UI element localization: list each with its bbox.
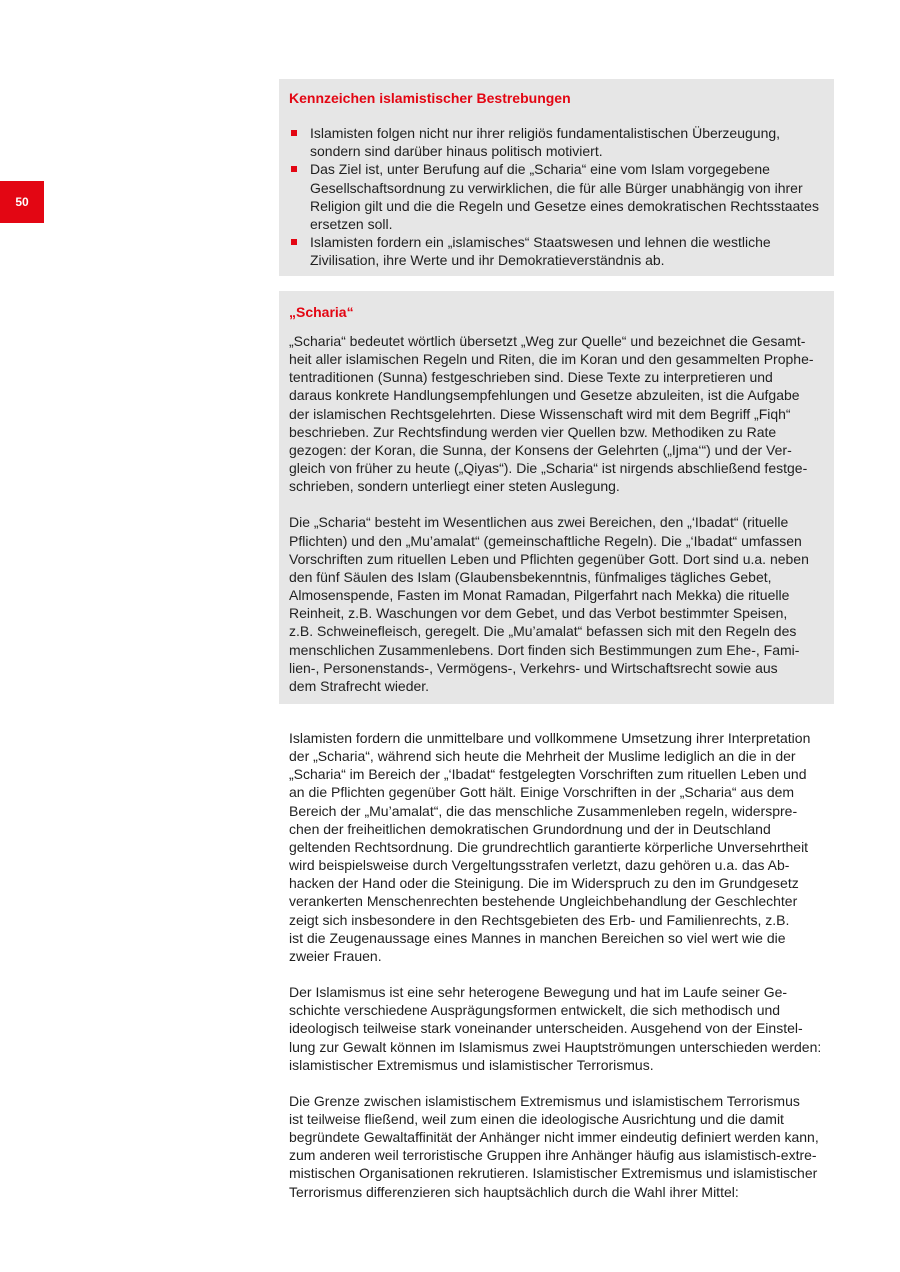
bullet-square-icon [291,239,297,245]
page-number: 50 [15,195,29,209]
box-title: „Scharia“ [289,304,354,320]
bullet-list [289,124,830,270]
paragraph: Die „Scharia“ besteht im Wesentlichen aus zwei Bereichen, den „‘Ibadat“ (rituelle Pflichten) und den „Mu’amalat“ (gemeinschaftliche Regeln). Die „‘Ibadat“ umfassen Vorschriften zum rituellen Leben und Pflichten gegenüber Gott. Dort sind u.a. neben den fünf Säulen des Islam (Glaubensbekenntnis, fünfmaliges tägliches Gebet, Almosenspende, Fasten im Monat Ramadan, Pilgerfahrt nach Mekka) die rituelle Reinheit, z.B. Waschungen vor dem Gebet, und das Verbot bestimmter Speisen, z.B. Schweinefleisch, geregelt. Die „Mu’amalat“ befassen sich mit den Regeln des menschlichen Zusammenlebens. Dort finden sich Bestimmungen zum Ehe-, Fami- lien-, Personenstands-, Vermögens-, Verkehrs- und Wirtschaftsrecht sowie aus dem Strafrecht wieder. [289,514,809,694]
bullet-item: Islamisten folgen nicht nur ihrer religiös fundamentalistischen Überzeugung, sondern sind darüber hinaus politisch motiviert. [289,124,830,160]
box-title: Kennzeichen islamistischer Bestrebungen [289,90,571,106]
sharia-box [279,291,834,704]
bullet-item: Das Ziel ist, unter Berufung auf die „Scharia“ eine vom Islam vorgegebene Gesellschaftsordnung zu verwirklichen, die für alle Bürger unabhängig von ihrer Religion gilt und die die Regeln und Gesetze eines demokratischen Rechtsstaates ersetzen soll. [289,160,830,233]
main-body-text [289,729,837,1201]
page-number-tab [0,181,44,223]
paragraph: Die Grenze zwischen islamistischem Extremismus und islamistischem Terrorismus ist teilweise fließend, weil zum einen die ideologische Ausrichtung und die damit begründete Gewaltaffinität der Anhänger nicht immer eindeutig definiert werden kann, zum anderen weil terroristische Gruppen ihre Anhänger häufig aus islamistisch-extre- mistischen Organisationen rekrutieren. Islamistischer Extremismus und islamistischer Terrorismus differenzieren sich hauptsächlich durch die Wahl ihrer Mittel: [289,1092,819,1200]
paragraph: Islamisten fordern die unmittelbare und vollkommene Umsetzung ihrer Interpretation der „Scharia“, während sich heute die Mehrheit der Muslime lediglich an die in der „Scharia“ im Bereich der „‘Ibadat“ festgelegten Vorschriften zum rituellen Leben und an die Pflichten gegenüber Gott hält. Einige Vorschriften in der „Scharia“ aus dem Bereich der „Mu’amalat“, die das menschliche Zusammenleben regeln, widerspre- chen der freiheitlichen demokratischen Grundordnung und der in Deutschland geltenden Rechtsordnung. Die grundrechtlich garantierte körperliche Unversehrtheit wird beispielsweise durch Vergeltungsstrafen verletzt, dazu gehören u.a. das Ab- hacken der Hand oder die Steinigung. Die im Widerspruch zu den im Grundgesetz verankerten Menschenrechten bestehende Ungleichbehandlung der Geschlechter zeigt sich insbesondere in den Rechtsgebieten des Erb- und Familienrechts, z.B. ist die Zeugenaussage eines Mannes in manchen Bereichen so viel wert wie die zweier Frauen. [289,730,811,964]
islamism-characteristics-box [279,79,834,276]
paragraph: Der Islamismus ist eine sehr heterogene Bewegung und hat im Laufe seiner Ge- schichte verschiedene Ausprägungsformen entwickelt, die sich methodisch und ideologisch teilweise stark voneinander unterscheiden. Ausgehend von der Einstel- lung zur Gewalt können im Islamismus zwei Hauptströmungen unterschieden werden: islamistischer Extremismus und islamistischer Terrorismus. [289,984,822,1073]
bullet-item: Islamisten fordern ein „islamisches“ Staatswesen und lehnen die westliche Zivilisation, ihre Werte und ihr Demokratieverständnis ab. [289,233,830,269]
paragraph: „Scharia“ bedeutet wörtlich übersetzt „Weg zur Quelle“ und bezeichnet die Gesamt- heit aller islamischen Regeln und Riten, die im Koran und den gesammelten Prophe- tentraditionen (Sunna) festgeschrieben sind. Diese Texte zu interpretieren und daraus konkrete Handlungsempfehlungen und Gesetze abzuleiten, ist die Aufgabe der islamischen Rechtsgelehrten. Diese Wissenschaft wird mit dem Begriff „Fiqh“ beschrieben. Zur Rechtsfindung werden vier Quellen bzw. Methodiken zu Rate gezogen: der Koran, die Sunna, der Konsens der Gelehrten („Ijma‘“) und der Ver- gleich von früher zu heute („Qiyas“). Die „Scharia“ ist nirgends abschließend festge- schrieben, sondern unterliegt einer steten Auslegung. [289,333,814,495]
bullet-square-icon [291,166,297,172]
bullet-square-icon [291,130,297,136]
